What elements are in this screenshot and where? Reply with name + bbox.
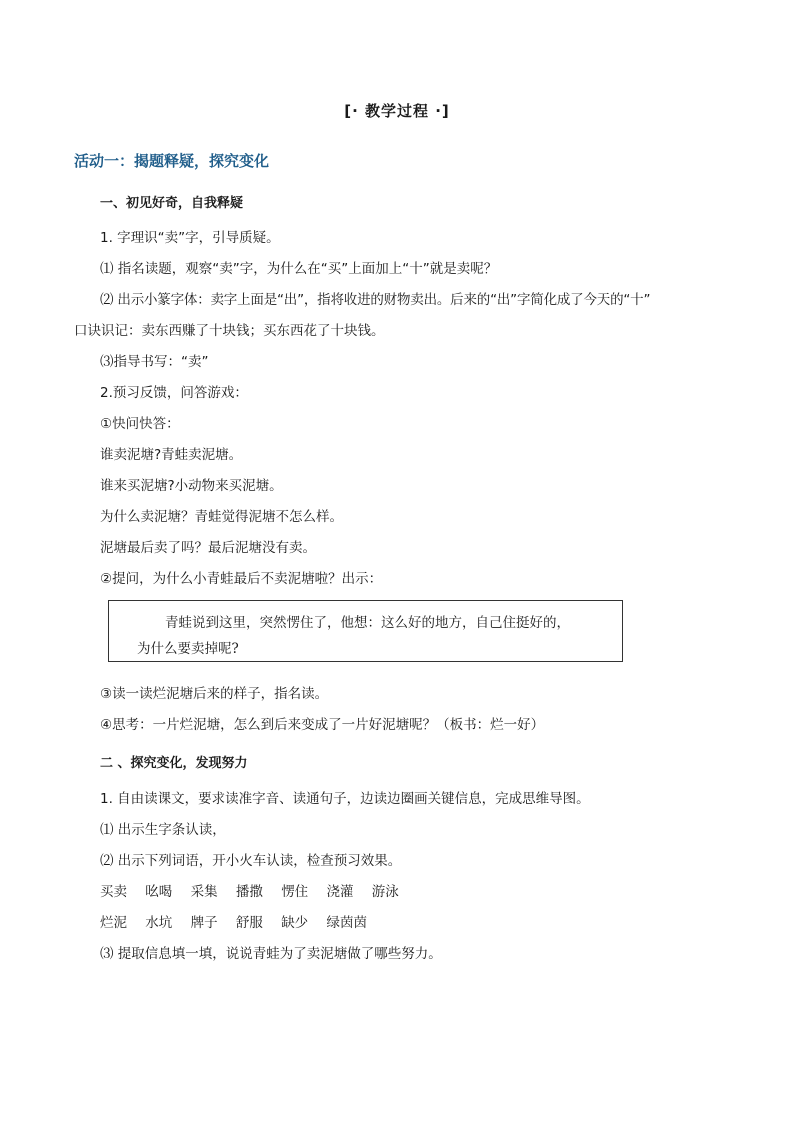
word: 绿茵茵 — [326, 915, 367, 931]
word: 浇灌 — [326, 884, 354, 900]
text-line: ⑵ 出示下列词语，开小火车认读，检查预习效果。 — [100, 853, 402, 869]
text-line: 2.预习反馈，问答游戏： — [100, 385, 248, 401]
text-line: 为什么卖泥塘？青蛙觉得泥塘不怎么样。 — [100, 509, 343, 525]
text-line: ②提问，为什么小青蛙最后不卖泥塘啦？出示： — [100, 571, 383, 587]
text-line: 谁卖泥塘?青蛙卖泥塘。 — [100, 447, 243, 463]
text-line: ⑴ 出示生字条认读， — [100, 822, 226, 838]
word: 吆喝 — [145, 884, 173, 900]
text-line: 口诀识记：卖东西赚了十块钱；买东西花了十块钱。 — [74, 323, 385, 339]
text-line: ⑶ 提取信息填一填，说说青蛙为了卖泥塘做了哪些努力。 — [100, 946, 442, 962]
text-line: ⑶指导书写：“卖” — [100, 354, 209, 370]
text-line: 泥塘最后卖了吗？最后泥塘没有卖。 — [100, 540, 316, 556]
word: 买卖 — [100, 884, 127, 900]
section-heading-1: 一、初见好奇，自我释疑 — [100, 196, 244, 211]
quote-line: 为什么要卖掉呢? — [137, 641, 239, 657]
word: 牌子 — [190, 915, 218, 931]
text-line: ⑵ 出示小篆字体：卖字上面是“出”，指将收进的财物卖出。后来的“出”字简化成了今天的“十” — [100, 292, 651, 308]
text-line: 1. 字理识“卖”字，引导质疑。 — [100, 230, 280, 246]
text-line: ④思考：一片烂泥塘，怎么到后来变成了一片好泥塘呢？（板书：烂一好） — [100, 717, 545, 733]
word-row-1 — [100, 880, 413, 900]
word: 水坑 — [145, 915, 173, 931]
word: 采集 — [190, 884, 218, 900]
word: 播撒 — [235, 884, 263, 900]
activity-heading: 活动一：揭题释疑，探究变化 — [74, 152, 270, 170]
text-line: 谁来买泥塘?小动物来买泥塘。 — [100, 478, 283, 494]
word: 缺少 — [281, 915, 309, 931]
quote-box — [108, 600, 623, 662]
word-row-2 — [100, 911, 381, 931]
quote-line: 青蛙说到这里，突然愣住了，他想：这么好的地方，自己住挺好的， — [165, 615, 570, 631]
section-heading-2: 二 、探究变化，发现努力 — [100, 756, 248, 771]
word: 游泳 — [371, 884, 399, 900]
text-line: ①快问快答： — [100, 416, 180, 432]
word: 烂泥 — [100, 915, 127, 931]
word: 愣住 — [281, 884, 309, 900]
text-line: ⑴ 指名读题，观察“卖”字，为什么在“买”上面加上“十”就是卖呢？ — [100, 261, 498, 277]
text-line: ③读一读烂泥塘后来的样子，指名读。 — [100, 686, 329, 702]
text-line: 1. 自由读课文，要求读准字音、读通句子，边读边圈画关键信息，完成思维导图。 — [100, 791, 590, 807]
page-title: [· 教学过程 ·] — [344, 102, 450, 120]
word: 舒服 — [235, 915, 263, 931]
